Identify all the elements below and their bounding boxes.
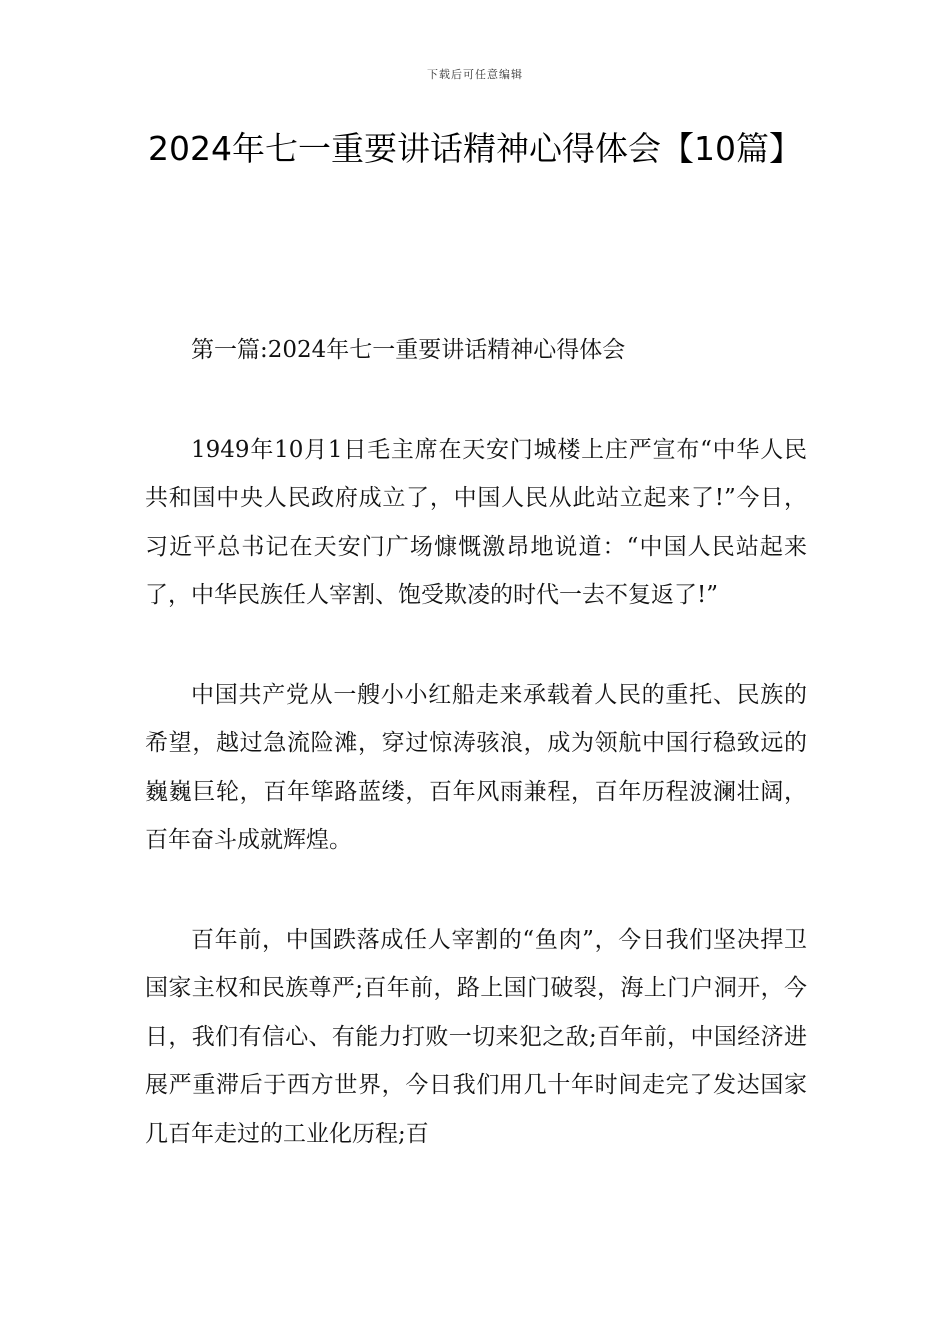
body-paragraph: 百年前，中国跌落成任人宰割的“鱼肉”，今日我们坚决捍卫国家主权和民族尊严;百年前，路上国门破裂，海上门户洞开，今日，我们有信心、有能力打败一切来犯之敌;百年前，中国经济进展严重滞后于西方世界，今日我们用几十年时间走完了发达国家几百年走过的工业化历程;百	[145, 926, 807, 1147]
header-note: 下载后可任意编辑	[427, 68, 523, 81]
body-paragraph: 中国共产党从一艘小小红船走来承载着人民的重托、民族的希望，越过急流险滩，穿过惊涛骇浪，成为领航中国行稳致远的巍巍巨轮，百年筚路蓝缕，百年风雨兼程，百年历程波澜壮阔，百年奋斗成就辉煌。	[145, 681, 807, 853]
body-paragraph: 1949年10月1日毛主席在天安门城楼上庄严宣布“中华人民共和国中央人民政府成立了，中国人民从此站立起来了!”今日，习近平总书记在天安门广场慷慨激昂地说道：“中国人民站起来了，中华民族任人宰割、饱受欺凌的时代一去不复返了!”	[145, 436, 807, 608]
section-heading: 第一篇:2024年七一重要讲话精神心得体会	[191, 337, 626, 363]
document-title: 2024年七一重要讲话精神心得体会【10篇】	[148, 129, 802, 168]
document-body	[145, 326, 807, 1209]
